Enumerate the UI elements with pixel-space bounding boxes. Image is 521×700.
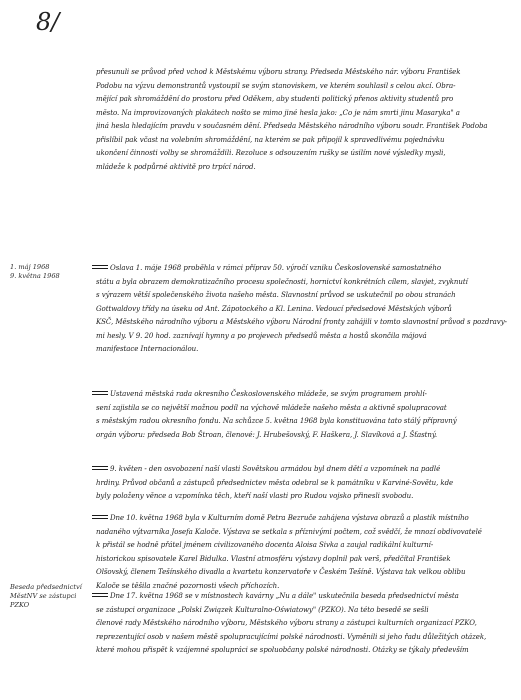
text-line: Podobu na výzvu demonstrantů vystoupil se svým stanoviskem, ve kterém souhlasil s celou akcí. Obra- (96, 81, 456, 90)
text-line: reprezentující osob v našem městě spolupracujícími polské národnosti. Vyměnili si jeho řadu důležitých otázek, (96, 632, 487, 641)
text-line: Gottwaldovy třídy na úseku od Ant. Zápotockého a Kl. Lenina. Vedoucí předsedové Městských výborů (96, 304, 452, 313)
text-line: Kaloče se těšila značné pozornosti všech příchozích. (96, 581, 280, 590)
paragraph-marker (92, 265, 108, 271)
text-line: s městským radou okresního fondu. Na schůzce 5. května 1968 byla konstituována tato stálý přípravný (96, 417, 457, 425)
paragraph-marker (92, 593, 108, 599)
text-line: mi hesly. V 9. 20 hod. zaznívají hymny a po projevech předsedů města a hostů skončila májová (96, 331, 427, 340)
text-line: historickou spisovatele Karel Bidulka. Vlastní atmosféru výstavy doplnil pak verš, předčítal František (96, 554, 451, 563)
paragraph-pzko-meeting (96, 590, 510, 658)
text-line: Olšovský, členem Tešínského divadla a kvartetu konzervatoře v Českém Tešíně. Výstava tak velkou oblibu (96, 568, 466, 576)
text-line: státu a byla obrazem demokratizačního procesu společnosti, hornictví konkrétních cílem, slavjet, zvyknutí (96, 277, 468, 286)
text-line: s výrazem větší společenského života našeho města. Slavnostní průvod se uskutečnil po obou stranách (96, 291, 456, 299)
text-line: Dne 17. května 1968 se v místnostech kavárny „Nu a dále" uskutečnila beseda předsednictví města (110, 592, 459, 600)
margin-note-line: 1. máj 1968 (10, 263, 50, 271)
text-line: přesunuli se průvod před vchod k Městskému výboru strany. Předseda Městského nár. výboru František (96, 68, 461, 76)
text-line: Dne 10. května 1968 byla v Kulturním domě Petra Bezruče zahájena výstava obrazů a plastik místního (110, 514, 469, 522)
paragraph-youth-council (96, 388, 510, 442)
text-line: orgán výboru: předseda Bob Štroan, členové: J. Hrubešovský, F. Haškera, J. Slavíková a J. Šťastný. (96, 430, 438, 439)
text-line: se zástupci organizace „Polski Związek Kulturalno-Oświatowy" (PZKO). Na této besedě se sešli (96, 605, 429, 614)
paragraph-marker (92, 515, 108, 521)
text-line: které mohou přispět k vzájemné spolupráci se spoluobčany polské národnosti. Otázky se týkaly především (96, 646, 469, 654)
paragraph-may-day (96, 262, 510, 357)
text-line: Oslava 1. máje 1968 proběhla v rámci příprav 50. výročí vzniku Československé samostatného (110, 264, 442, 272)
text-line: členové rady Městského národního výboru, Městského výboru strany a zástupci kulturních organizací PZKO, (96, 619, 477, 627)
margin-note-date (10, 263, 88, 281)
text-line: město. Na improvizovaných plakátech nošto se mimo jiné hesla jako: „Co je nám smrti jinu Masaryka" a (96, 108, 460, 117)
margin-note-line: MěstNV se zástupci (10, 592, 77, 600)
text-line: 9. květen - den osvobození naší vlasti Sovětskou armádou byl dnem dětí a vzpomínek na padlé (110, 465, 441, 473)
text-line: Ustavená městská rada okresního Československého mládeže, se svým programem prohlí- (110, 390, 427, 398)
text-line: k přistál se hodně přátel jménem civilizovaného docenta Aloisa Sivka a zaujal radikální kulturní- (96, 541, 434, 549)
margin-note-line: Beseda předsednictví (10, 583, 82, 591)
margin-note-line: PZKO (10, 601, 30, 609)
text-line: přislíbil pak včast na volebním shromáždění, na kterém se pak připojil k spravedlivému pojednávku (96, 135, 445, 144)
page-number: 8/ (36, 8, 60, 36)
text-line: manifestace Internacionálou. (96, 345, 199, 353)
text-line: mějící pak shromáždění do prostoru před Oděkem, aby studenti politický přenos aktivity studentů pro (96, 95, 454, 103)
text-line: ukončení činnosti volby se shromáždili. Rezoluce s odsouzením rušky se úsilím nové výsledky mysli, (96, 149, 446, 157)
text-line: sení zajistila se co největší možnou podíl na výchově mládeže našeho města a aktivně spolupracovat (96, 403, 447, 412)
text-line: nadaného výtvarníka Josefa Kaloče. Výstava se setkala s příznivými počtem, což svědčí, že mnozí obdivovatelé (96, 527, 482, 536)
text-line: hrdiny. Průvod občanů a zástupců předsednictev města odebral se k památníku v Karviné-Sovětu, kde (96, 478, 454, 487)
margin-note-beseda (10, 583, 88, 610)
text-line: mládeže k podpůrné aktivitě pro trpící národ. (96, 162, 256, 171)
paragraph-liberation-day (96, 463, 510, 504)
margin-note-line: 9. května 1968 (10, 272, 60, 280)
text-line: byly položeny věnce a vzpomínka těch, kteří naší vlasti pro Rudou vojsko přinesli svobodu. (96, 492, 414, 500)
paragraph-marker (92, 391, 108, 397)
paragraph-continuation (96, 66, 510, 174)
paragraph-exhibition (96, 512, 510, 593)
text-line: jiná hesla hledajícím pravdu v současném dění. Předseda Městského národního výboru soudr. František Podoba (96, 122, 488, 130)
text-line: KSČ, Městského národního výboru a Městského výboru Národní fronty zahájili v tomto slavnostní průvod s pozdravy- (96, 318, 507, 326)
paragraph-marker (92, 466, 108, 472)
